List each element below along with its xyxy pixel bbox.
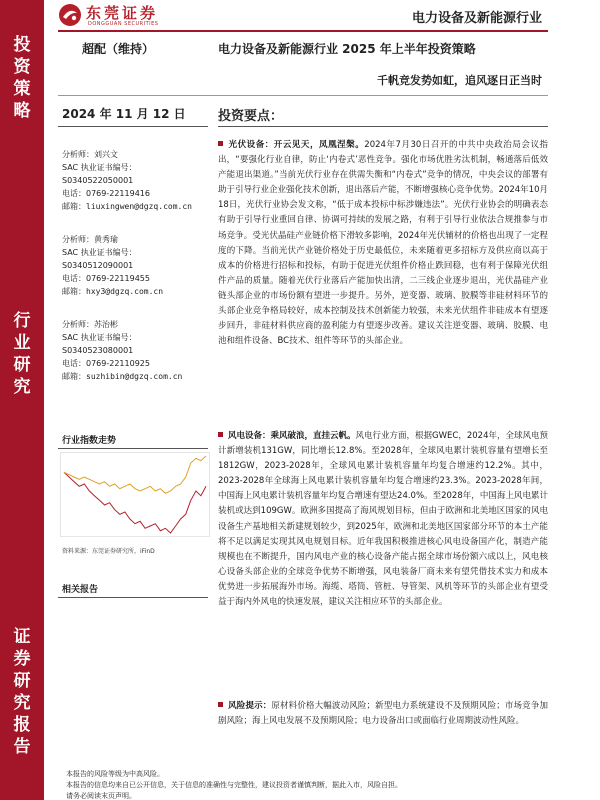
index-trend-chart (60, 452, 210, 537)
analyst-email[interactable]: hxy3@dgzq.com.cn (86, 287, 164, 296)
footer-risk-level: 本报告的风险等级为中高风险。 (66, 770, 164, 778)
analyst-name: 分析师：刘兴文 (62, 150, 118, 159)
analyst-email-label: 邮箱： (62, 287, 86, 296)
chart-source: 资料来源：东莞证券研究所，iFinD (62, 548, 155, 555)
report-date: 2024 年 11 月 12 日 (62, 107, 186, 121)
analyst-email[interactable]: liuxingwen@dgzq.com.cn (86, 202, 192, 211)
analyst-card (62, 233, 212, 298)
footer-disclaimer (66, 769, 402, 800)
chart-divider (58, 448, 208, 449)
logo-mark-icon (58, 3, 82, 27)
bullet-icon (218, 141, 223, 146)
analyst-email[interactable]: suzhibin@dgzq.com.cn (86, 372, 183, 381)
index-chart-title: 行业指数走势 (62, 436, 117, 446)
risk-warning-paragraph (218, 699, 548, 729)
analyst-card (62, 148, 212, 213)
company-logo (58, 2, 188, 32)
analyst-email-label: 邮箱： (62, 372, 86, 381)
pv-equipment-paragraph (218, 138, 548, 349)
section-title: 电力设备及新能源行业 (411, 11, 542, 26)
footer-source-note: 本报告的信息均来自已公开信息，关于信息的准确性与完整性，建议投资者谨慎判断，据此入市，风险自担。 (66, 781, 402, 789)
analyst-phone: 电话：0769-22119416 (62, 189, 150, 198)
analyst-phone: 电话：0769-22110925 (62, 359, 150, 368)
bullet-icon (218, 432, 223, 437)
title-divider (58, 95, 548, 96)
analyst-cert-label: SAC 执业证书编号： (62, 248, 137, 257)
paragraph-lead: 光伏设备：开云见天，凤凰涅槃。 (228, 140, 365, 150)
right-section-divider (218, 126, 548, 127)
vertical-tab-strategy: 投 资 策 略 (13, 35, 31, 121)
series-line-0 (64, 472, 206, 533)
analyst-cert: S0340512090001 (62, 261, 134, 270)
analyst-name: 分析师：黄秀瑜 (62, 235, 118, 244)
header-divider (58, 30, 548, 32)
analyst-cert-label: SAC 执业证书编号： (62, 163, 137, 172)
left-section-divider (58, 126, 208, 127)
rating-label: 超配（维持） (82, 42, 155, 56)
logo-text-en: DONGGUAN SECURITIES (88, 21, 159, 27)
related-divider (58, 597, 208, 598)
logo-text-cn: 东莞证券 (86, 4, 159, 22)
paragraph-text: 2024年7月30日召开的中共中央政治局会议指出，“要强化行业自律，防止‘内卷式’恶性竞争。强化市场优胜劣汰机制，畅通落后低效产能退出渠道。”当前光伏行业存在供需失衡和“内卷式”竞争的情况，中央会议的部署有助于引导行业企业强化技术创新，退出落后产能，不断增强核心竞争优势。2024年10月18日，光伏行业协会发文称，“低于成本投标中标涉嫌违法”。光伏行业协会的明确表态有助于引导行业重回自律、协调可持续的发展之路，有利于引导行业依法合规推参与市场竞争。受光伏晶硅产业链价格下滑较多影响，2024年光伏辅材的价格也出现了一定程度的下降。当前光伏产业链价格处于历史最低位，未来随着更多招标方及供应商以高于成本的价格进行招标和投标，有助于促进光伏组件价格止跌回稳，也有利于保障光伏组件产品的质量。随着光伏行业落后产能加快出清，二三线企业逐步退出，光伏晶硅产业链头部企业的市场份额有望进一步提升。另外，逆变器、玻璃、胶膜等非硅材料环节的头部企业竞争格局较好，成本控制及技术创新能力较强，未来光伏组件非硅成本有望逐步回升，非硅材料供应商的盈利能力有望逐步改善。建议关注逆变器、玻璃、胶膜、电池和组件设备、BC技术、组件等环节的头部企业。 (218, 140, 548, 347)
bullet-icon (218, 702, 223, 707)
analyst-cert: S0340522050001 (62, 176, 134, 185)
series-line-1 (64, 456, 206, 493)
key-points-heading: 投资要点： (218, 109, 284, 124)
vertical-tab-report: 证 券 研 究 报 告 (13, 627, 31, 757)
related-reports-heading: 相关报告 (62, 585, 99, 595)
analyst-email-label: 邮箱： (62, 202, 86, 211)
report-title: 电力设备及新能源行业 2025 年上半年投资策略 (218, 42, 476, 56)
analyst-cert-label: SAC 执业证书编号： (62, 333, 137, 342)
vertical-tab-industry: 行 业 研 究 (13, 311, 31, 397)
analyst-card (62, 318, 212, 383)
analyst-phone: 电话：0769-22119455 (62, 274, 150, 283)
footer-read-notice: 请务必阅读末页声明。 (66, 792, 136, 800)
paragraph-text: 原材料价格大幅波动风险；新型电力系统建设不及预期风险；市场竞争加剧风险；海上风电发展不及预期风险；电力设备出口或面临行业周期波动性风险。 (218, 701, 548, 727)
paragraph-lead: 风险提示： (228, 701, 272, 711)
report-subtitle: 千帆竞发势如虹，追风逐日正当时 (377, 74, 542, 87)
wind-equipment-paragraph (218, 429, 548, 610)
paragraph-text: 风电行业方面，根据GWEC，2024年，全球风电预计新增装机131GW，同比增长12.8%。至2028年，全球风电累计装机容量有望增长至1812GW，2023-2028年，全球风电累计装机容量年均复合增速约12.2%。其中，2023-2028年全球海上风电累计装机容量年均复合增速约23.3%。2023-2028年间，中国海上风电累计装机容量年均复合增速有望达24.0%。至2028年，中国海上风电累计装机或达到109GW。欧洲多国提高了海风规划目标，但由于欧洲和北美地区国家的风电设备生产基地相关新建规划较少，到2025年，欧洲和北美地区国家部分环节的本土产能将不足以满足实现其风电规划目标。近年我国积极推进核心风电设备国产化，制造产能规模也在不断提升，国内风电产业的核心设备产能占据全球市场份额六成以上，风电核心设备头部企业的全球竞争优势不断增强，风电装备厂商未来有望凭借技术实力和成本优势进一步拓展海外市场。海缆、塔筒、管桩、导管架、风机等环节的头部企业有望受益于海内外风电的快速发展，建议关注相应环节的头部企业。 (218, 431, 548, 608)
analyst-cert: S0340523080001 (62, 346, 134, 355)
analyst-name: 分析师：苏治彬 (62, 320, 118, 329)
paragraph-lead: 风电设备：乘风破浪，直挂云帆。 (228, 431, 356, 441)
